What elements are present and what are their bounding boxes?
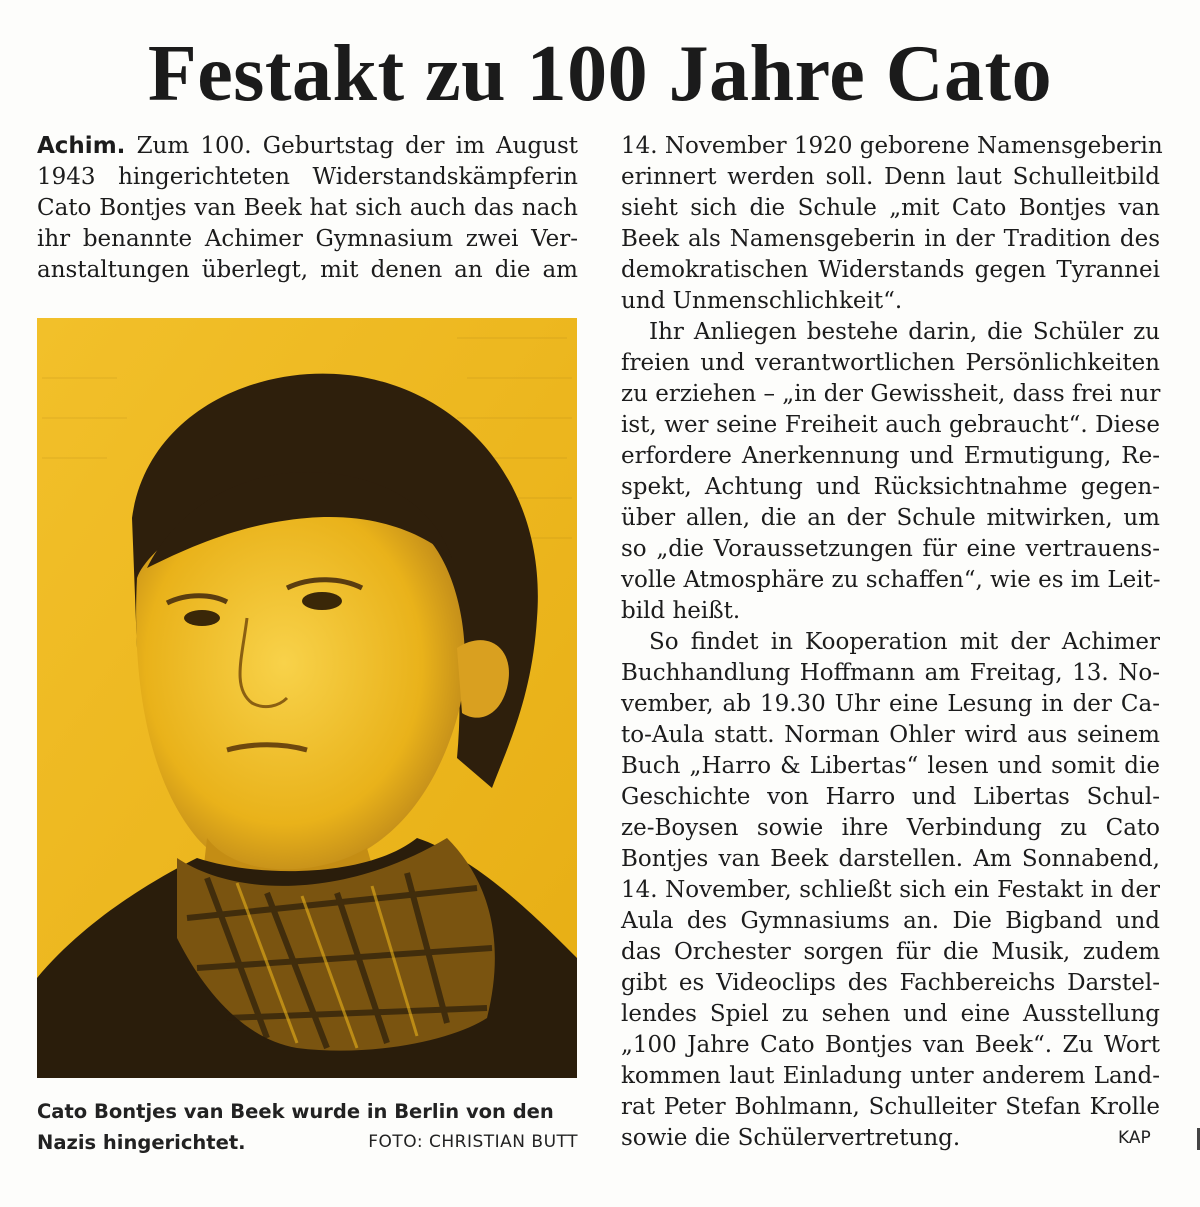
text-line: sowie die Schülervertretung. [621, 1125, 961, 1151]
text-line: das Orchester sorgen für die Musik, zudem [621, 939, 1160, 965]
portrait-photo [37, 318, 577, 1078]
text-line: zu erziehen – „in der Gewissheit, dass frei nur [621, 381, 1161, 407]
text-line: Ihr Anliegen bestehe darin, die Schüler zu [649, 319, 1160, 345]
text-line: spekt, Achtung und Rücksichtnahme gegen- [621, 474, 1160, 500]
portrait-illustration [37, 318, 577, 1078]
text-line: 14. November, schließt sich ein Festakt in der [621, 877, 1160, 903]
text-line: und Unmenschlichkeit“. [621, 288, 903, 314]
lead-text: Zum 100. Geburtstag der im August [125, 133, 578, 159]
text-line: sieht sich die Schule „mit Cato Bontjes van [621, 195, 1160, 221]
text-line: ze-Boysen sowie ihre Verbindung zu Cato [621, 815, 1160, 841]
text-line: Buch „Harro & Libertas“ lesen und somit die [621, 753, 1160, 779]
text-line: über allen, die an der Schule mitwirken, um [621, 505, 1160, 531]
text-line: So findet in Kooperation mit der Achimer [649, 629, 1160, 655]
text-line: erfordere Anerkennung und Ermutigung, Re- [621, 443, 1160, 469]
photo-credit: FOTO: CHRISTIAN BUTT [368, 1132, 578, 1152]
text-line: vember, ab 19.30 Uhr eine Lesung in der Ca- [621, 691, 1160, 717]
text-line: so „die Voraussetzungen für eine vertrauens- [621, 536, 1160, 562]
text-line: volle Atmosphäre zu schaffen“, wie es im Leit- [621, 567, 1161, 593]
text-line: rat Peter Bohlmann, Schulleiter Stefan Krolle [621, 1094, 1160, 1120]
photo-caption [37, 1096, 578, 1158]
text-line: Buchhandlung Hoffmann am Freitag, 13. No- [621, 660, 1160, 686]
left-column [37, 131, 578, 286]
text-line: Aula des Gymnasiums an. Die Bigband und [621, 908, 1160, 934]
right-column [621, 131, 1163, 1154]
text-line: ihr benannte Achimer Gymnasium zwei Ver- [37, 226, 578, 252]
text-line: kommen laut Einladung unter anderem Land- [621, 1063, 1160, 1089]
text-line: erinnert werden soll. Denn laut Schulleitbild [621, 164, 1160, 190]
text-line: lendes Spiel zu sehen und eine Ausstellung [621, 1001, 1160, 1027]
caption-line: Cato Bontjes van Beek wurde in Berlin von den [37, 1100, 554, 1123]
text-line: „100 Jahre Cato Bontjes van Beek“. Zu Wort [621, 1032, 1160, 1058]
text-line: 14. November 1920 geborene Namensgeberin [621, 133, 1163, 159]
headline: Festakt zu 100 Jahre Cato [147, 30, 1053, 118]
text-line: 1943 hingerichteten Widerstandskämpferin [37, 164, 578, 190]
text-line: to-Aula statt. Norman Ohler wird aus seinem [621, 722, 1160, 748]
author-initials: KAP [1118, 1128, 1151, 1148]
text-line: bild heißt. [621, 598, 741, 624]
text-line: gibt es Videoclips des Fachbereichs Darstel- [621, 970, 1160, 996]
text-line: Cato Bontjes van Beek hat sich auch das nach [37, 195, 578, 221]
caption-line: Nazis hingerichtet. [37, 1131, 246, 1154]
text-line: freien und verantwortlichen Persönlichkeiten [621, 350, 1160, 376]
text-line: ist, wer seine Freiheit auch gebraucht“. Diese [621, 412, 1160, 438]
text-line: anstaltungen überlegt, mit denen an die am [37, 257, 578, 283]
dateline: Achim. [37, 133, 126, 159]
text-line: demokratischen Widerstands gegen Tyrannei [621, 257, 1160, 283]
text-line: Bontjes van Beek darstellen. Am Sonnabend, [621, 846, 1160, 872]
text-line [37, 131, 578, 162]
text-line: Beek als Namensgeberin in der Tradition des [621, 226, 1160, 252]
text-line: Geschichte von Harro und Libertas Schul- [621, 784, 1160, 810]
